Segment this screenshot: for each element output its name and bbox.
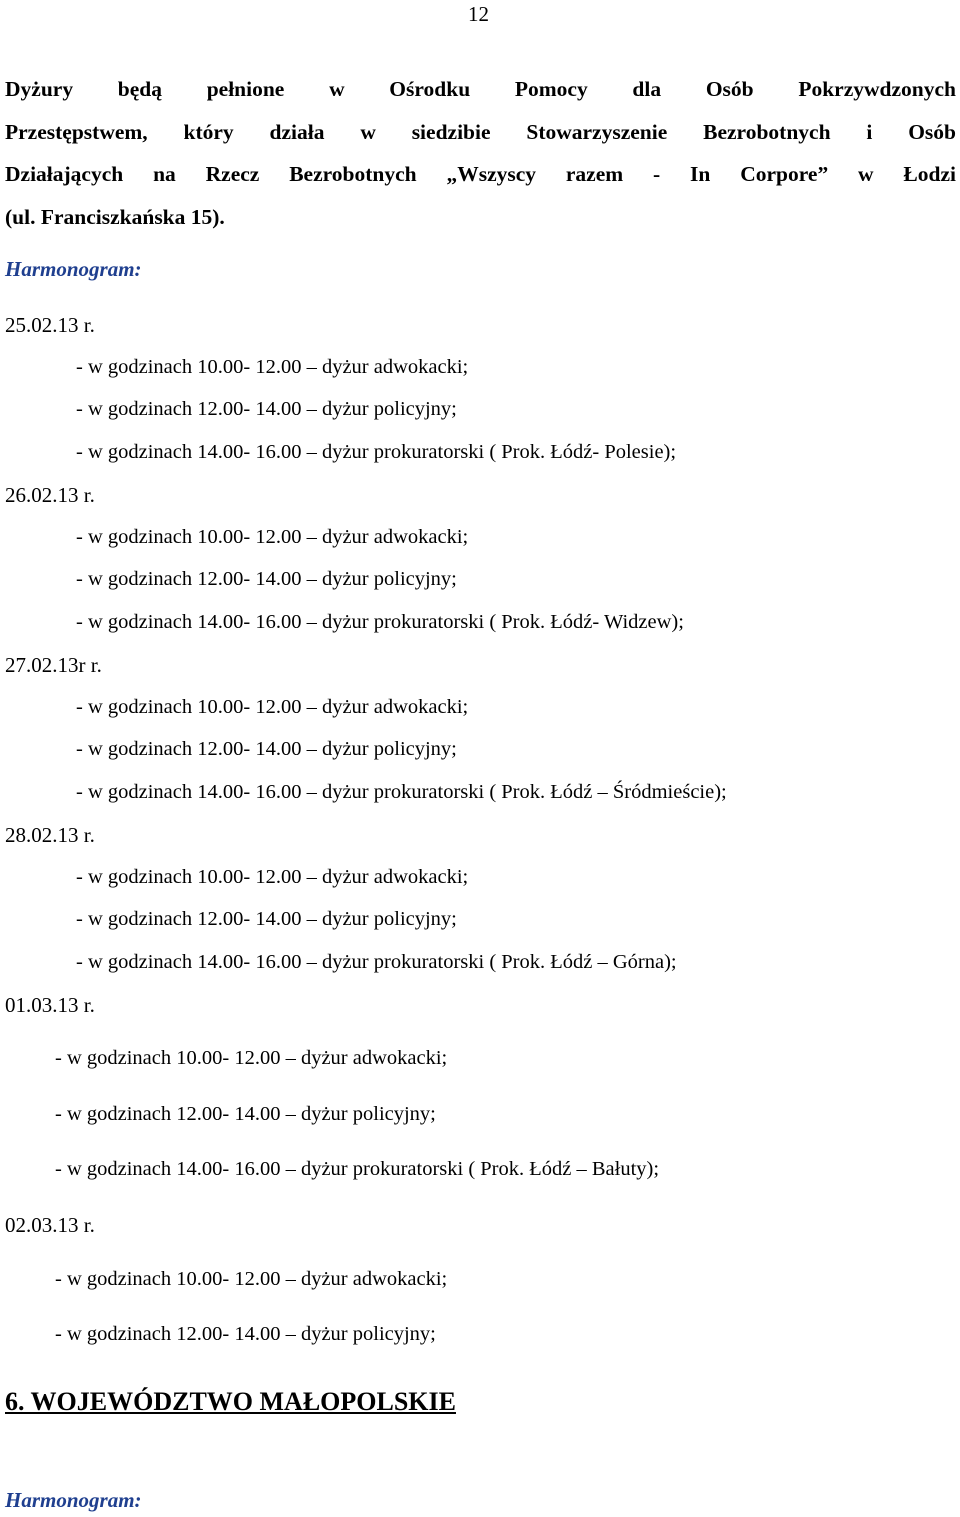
schedule-item: - w godzinach 10.00- 12.00 – dyżur adwokacki;: [76, 356, 469, 378]
schedule-item: - w godzinach 14.00- 16.00 – dyżur prokuratorski ( Prok. Łódź- Polesie);: [76, 441, 677, 463]
intro-line: Działających na Rzecz Bezrobotnych „Wszyscy razem - In Corpore” w Łodzi: [5, 162, 956, 187]
schedule-item: - w godzinach 12.00- 14.00 – dyżur policyjny;: [76, 398, 457, 420]
schedule-item: - w godzinach 10.00- 12.00 – dyżur adwokacki;: [76, 696, 469, 718]
intro-paragraph: [5, 68, 956, 239]
schedule-item: - w godzinach 12.00- 14.00 – dyżur policyjny;: [55, 1323, 436, 1345]
schedule-item: - w godzinach 14.00- 16.00 – dyżur prokuratorski ( Prok. Łódź – Bałuty);: [55, 1158, 660, 1180]
schedule-item: - w godzinach 14.00- 16.00 – dyżur prokuratorski ( Prok. Łódź – Śródmieście);: [76, 781, 727, 803]
schedule-date: 28.02.13 r.: [5, 823, 95, 847]
page-number: 12: [468, 2, 489, 26]
schedule-item: - w godzinach 12.00- 14.00 – dyżur policyjny;: [76, 738, 457, 760]
schedule-item: - w godzinach 14.00- 16.00 – dyżur prokuratorski ( Prok. Łódź – Górna);: [76, 951, 677, 973]
schedule-item: - w godzinach 10.00- 12.00 – dyżur adwokacki;: [55, 1047, 448, 1069]
schedule-item: - w godzinach 12.00- 14.00 – dyżur policyjny;: [76, 568, 457, 590]
schedule-date: 02.03.13 r.: [5, 1213, 95, 1237]
harmonogram-label: Harmonogram:: [5, 1488, 142, 1512]
intro-line: Przestępstwem, który działa w siedzibie Stowarzyszenie Bezrobotnych i Osób: [5, 119, 956, 144]
schedule-item: - w godzinach 10.00- 12.00 – dyżur adwokacki;: [55, 1268, 448, 1290]
schedule-item: - w godzinach 10.00- 12.00 – dyżur adwokacki;: [76, 866, 469, 888]
intro-line: Dyżury będą pełnione w Ośrodku Pomocy dla Osób Pokrzywdzonych: [5, 77, 956, 101]
section-heading: 6. WOJEWÓDZTWO MAŁOPOLSKIE: [5, 1387, 456, 1416]
schedule-item: - w godzinach 12.00- 14.00 – dyżur policyjny;: [55, 1103, 436, 1125]
intro-line: (ul. Franciszkańska 15).: [5, 205, 225, 230]
schedule-date: 25.02.13 r.: [5, 313, 95, 337]
harmonogram-label: Harmonogram:: [5, 257, 142, 281]
schedule-date: 26.02.13 r.: [5, 483, 95, 507]
schedule-item: - w godzinach 14.00- 16.00 – dyżur prokuratorski ( Prok. Łódź- Widzew);: [76, 611, 684, 633]
schedule-item: - w godzinach 10.00- 12.00 – dyżur adwokacki;: [76, 526, 469, 548]
schedule-item: - w godzinach 12.00- 14.00 – dyżur policyjny;: [76, 908, 457, 930]
schedule-date: 27.02.13r r.: [5, 653, 102, 677]
schedule-date: 01.03.13 r.: [5, 993, 95, 1017]
